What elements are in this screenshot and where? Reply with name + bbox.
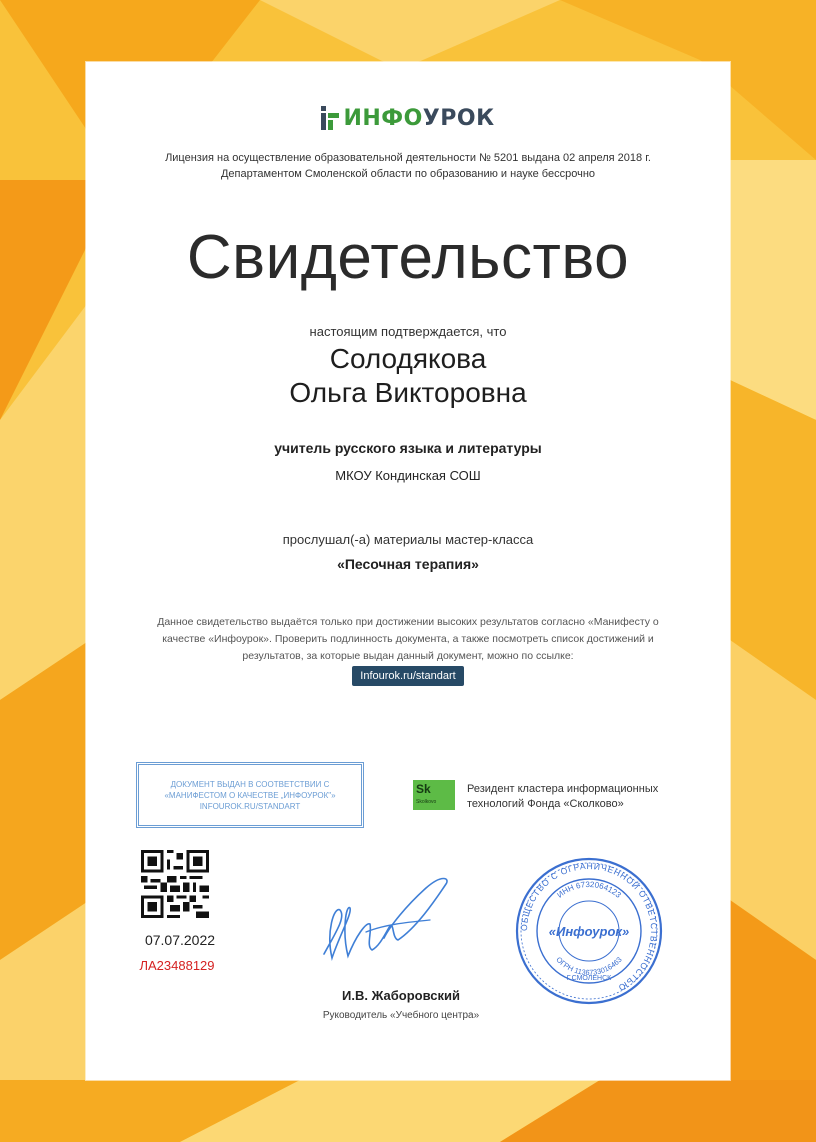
stamp-line-3: INFOUROK.RU/STANDART: [199, 801, 301, 811]
director-name: И.В. Жаборовский: [342, 988, 460, 1003]
notice-text: Данное свидетельство выдаётся только при достижении высоких результатов согласно «Манифесту о качестве «Инфоурок». Проверить подлинность документа, а также посмотреть список достижений и результатов, за которые выдан данный документ, можно по ссылке:: [157, 616, 659, 662]
certificate-sheet: [86, 62, 730, 1080]
company-seal: [514, 856, 664, 1006]
skolkovo-logo-small: Skolkovo: [416, 799, 437, 805]
infourok-logo: [86, 102, 730, 134]
skolkovo-logo: [413, 780, 455, 810]
recipient-position: учитель русского языка и литературы: [274, 440, 542, 456]
skolkovo-logo-text: Sk: [416, 782, 431, 796]
seal-ogrn: ОГРН 1136733016463: [554, 954, 624, 978]
svg-text:ИНН 6732064123: [555, 880, 623, 900]
seal-center-text: «Инфоурок»: [548, 924, 630, 939]
recipient-given-names: Ольга Викторовна: [289, 377, 527, 408]
license-text: Лицензия на осуществление образовательной деятельности № 5201 выдана 02 апреля 2018 г. Департаментом Смоленской области по образованию и науке бессрочно: [165, 152, 651, 180]
skolkovo-resident-text: Резидент кластера информационных технологий Фонда «Сколково»: [467, 783, 659, 810]
svg-text:ОГРН 1136733016463: [554, 955, 623, 977]
confirm-text: настоящим подтверждается, что: [309, 324, 507, 339]
recipient-school: МКОУ Кондинская СОШ: [335, 468, 481, 483]
listened-text: прослушал(-а) материалы мастер-класса: [282, 532, 534, 547]
recipient-name: [86, 342, 730, 410]
stamp-line-1: ДОКУМЕНТ ВЫДАН В СООТВЕТСТВИИ С: [170, 779, 330, 789]
issue-date: 07.07.2022: [144, 932, 216, 948]
link-wrapper: [86, 666, 730, 686]
certificate-title: Свидетельство: [186, 223, 630, 292]
infourok-logo-text: ИНФОУРОК: [343, 105, 495, 131]
director-role: Руководитель «Учебного центра»: [322, 1010, 480, 1021]
certificate-code: ЛА23488129: [139, 958, 215, 973]
seal-outer-text: ОБЩЕСТВО С ОГРАНИЧЕННОЙ ОТВЕТСТВЕННОСТЬЮ: [518, 860, 660, 994]
qr-code-icon[interactable]: [141, 850, 209, 918]
stamp-line-2: «МАНИФЕСТОМ О КАЧЕСТВЕ „ИНФОУРОК"»: [164, 790, 336, 800]
standart-link[interactable]: Infourok.ru/standart: [352, 666, 463, 686]
director-signature: [306, 862, 456, 982]
seal-inn: ИНН 6732064123: [555, 879, 623, 900]
quality-manifest-stamp: [136, 762, 364, 828]
recipient-surname: Солодякова: [329, 343, 487, 374]
infourok-logo-icon: [321, 106, 339, 130]
seal-city: Г.СМОЛЕНСК: [566, 975, 612, 982]
course-title: «Песочная терапия»: [337, 556, 479, 572]
